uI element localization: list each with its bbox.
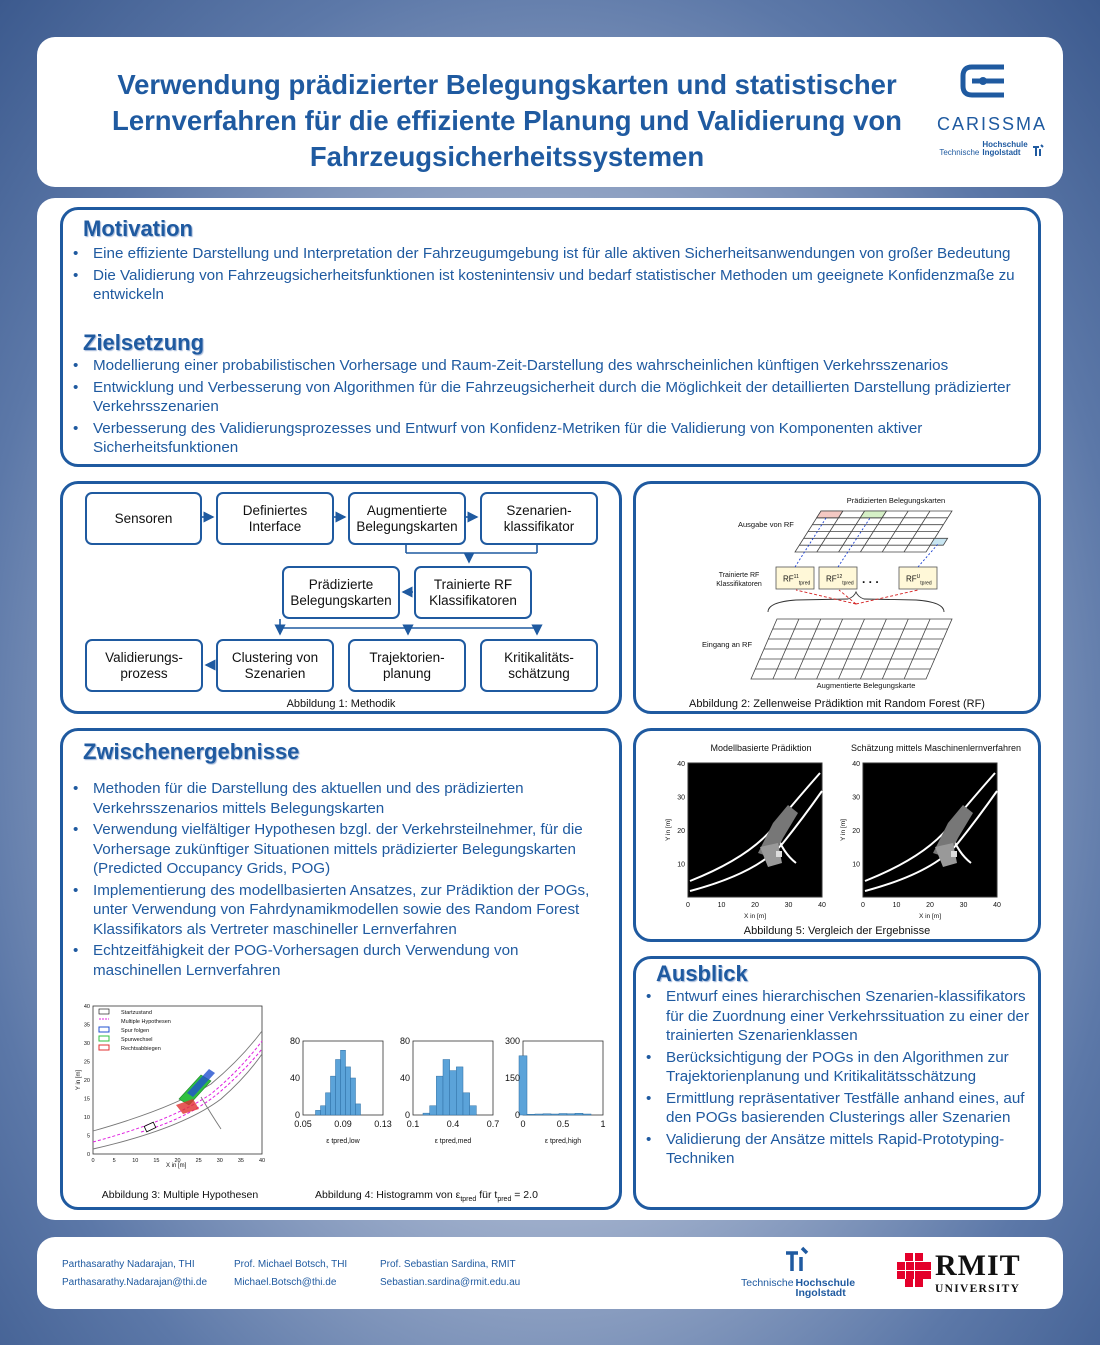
plot-background — [688, 763, 822, 897]
x-tick-label: 0 — [520, 1119, 526, 1129]
x-tick-label: 0.7 — [486, 1119, 500, 1129]
histogram-bar — [443, 1060, 450, 1116]
histogram-bar — [456, 1067, 463, 1115]
y-tick-label: 150 — [504, 1073, 520, 1083]
list-item: • Verbesserung des Validierungsprozesses und Entwurf von Konfidenz-Metriken für die Validierung von Komponenten aktiver Sicherheitsfunktionen — [67, 419, 1027, 458]
x-axis-label: X in [m] — [918, 913, 942, 920]
x-tick-label: 10 — [892, 902, 901, 909]
y-tick-label: 10 — [852, 861, 860, 869]
box-trajektorie: Trajektorien-planung — [348, 639, 466, 692]
header-card — [37, 37, 1063, 187]
figure4-histograms — [278, 1027, 608, 1177]
figure2-diagram — [636, 484, 1038, 694]
y-tick-label: 5 — [86, 1133, 90, 1140]
y-tick-label: 0 — [514, 1110, 520, 1120]
occupancy-plot-2 — [840, 761, 1001, 920]
x-tick-label: 0.5 — [556, 1119, 570, 1129]
figure1-caption: Abbildung 1: Methodik — [286, 698, 396, 710]
x-tick-label: 0 — [686, 902, 690, 909]
x-axis-label: ε tpred,low — [326, 1138, 360, 1145]
rmit-logo: RMIT UNIVERSITY — [897, 1249, 1037, 1301]
list-item: • Entwurf eines hierarchischen Szenarien-klassifikators für die Zuordnung einer Verkehrssituation zu einer der trainierten Szenarienklassen — [640, 987, 1040, 1046]
histogram-bar — [346, 1067, 351, 1115]
email-link[interactable]: Parthasarathy.Nadarajan@thi.de — [62, 1277, 208, 1288]
histogram-bar — [551, 1114, 559, 1115]
x-tick-label: 20 — [174, 1158, 181, 1164]
histogram-bar — [519, 1056, 527, 1115]
email-link[interactable]: Michael.Botsch@thi.de — [234, 1277, 337, 1288]
thi-logo-icon — [782, 1245, 812, 1273]
list-item: • Ermittlung repräsentativer Testfälle anhand eines, auf den POGs basierenden Clusterings aller Szenarien — [640, 1089, 1040, 1128]
rf-label-1: $RF^{11}_{tpred}$ — [783, 574, 811, 587]
zwischen-panel: Zwischenergebnisse • Methoden für die Darstellung des aktuellen und des prädizierten Verkehrsszenarios mittels Belegungskarten • Verwendung vielfältiger Hypothesen bzgl. der Verkehrsteilnehmer, für die Vorhersage zukünftiger Situationen mittels prädizierter Belegungskarten (Predicted Occupancy Grids, POG) • Implementierung des modellbasierten Ansatzes, zur Prädiktion der POGs, unter Verwendung von Fahrdynamikmodellen sowie des Random Forest Klassifikators als Vertreter maschineller Lernverfahren • Echtzeitfähigkeit der POG-Vorhersagen durch Verwendung von maschinellen Lernverfahren 0 5 10 15 20 25 30 35 40 0 5 10 15 20 25 30 35 40 Startzustand Multiple Hypothesen Spur folgen Spurwechsel Rechtsabbiegen X in [m] Y in [m] Abbildung 3: Multiple Hypothesen 0.05 0.09 0.13 0 40 80 ε tpred,low 0.1 0.4 0.7 0 40 80 ε tpred,med 0 0.5 1 0 150 300 ε tpred,high Abbildung 4: Histogramm von $\varepsilon_{tpred}$ für $t_{pred} = 2.0$ — [60, 728, 622, 1210]
box-kritikalitaet: Kritikalitäts-schätzung — [480, 639, 598, 692]
x-tick-label: 30 — [216, 1158, 223, 1164]
y-axis-label: Y in [m] — [665, 819, 672, 841]
histogram-bar — [450, 1071, 457, 1115]
figure4-caption: Abbildung 4: Histogramm von $\varepsilon_{tpred}$ für $t_{pred} = 2.0$ — [315, 1189, 538, 1204]
plot-background — [863, 763, 997, 897]
y-axis-label: Y in [m] — [840, 819, 847, 841]
y-tick-label: 0 — [404, 1110, 410, 1120]
ausblick-list — [640, 987, 1040, 1171]
carissma-logo-icon — [932, 61, 1052, 111]
y-tick-label: 30 — [852, 794, 860, 802]
figure5-plots — [636, 751, 1038, 929]
histogram-bar — [341, 1050, 346, 1115]
x-tick-label: 40 — [258, 1158, 266, 1164]
output-cell-blue — [930, 538, 947, 545]
histogram-bar — [575, 1113, 583, 1115]
y-tick-label: 80 — [289, 1036, 300, 1046]
list-item: • Validierung der Ansätze mittels Rapid-Prototyping-Techniken — [640, 1130, 1040, 1169]
occupancy-plot-1 — [665, 761, 826, 920]
histogram-bar — [436, 1076, 443, 1115]
zwischen-title: Zwischenergebnisse — [83, 739, 300, 764]
y-tick-label: 20 — [677, 828, 685, 835]
x-tick-label: 30 — [784, 902, 793, 909]
histogram-bar — [543, 1114, 551, 1115]
histogram-bar — [559, 1114, 567, 1115]
x-tick-label: 0.1 — [406, 1119, 420, 1129]
x-tick-label: 15 — [153, 1158, 160, 1164]
figure3-yticks — [84, 1004, 90, 1158]
x-tick-label: 0.4 — [446, 1119, 460, 1129]
histogram-bar — [567, 1114, 575, 1115]
x-axis-label: ε tpred,high — [544, 1138, 582, 1145]
rf-label-3: $RF^U_{tpred}$ — [906, 574, 932, 587]
box-trainierte: Trainierte RF Klassifikatoren — [414, 566, 532, 619]
input-grid — [751, 619, 952, 679]
histogram-bar — [321, 1106, 326, 1115]
y-tick-label: 20 — [83, 1078, 90, 1084]
y-tick-label: 30 — [83, 1041, 90, 1047]
x-tick-label: 20 — [751, 902, 759, 909]
y-tick-label: 10 — [83, 1115, 90, 1121]
list-item: • Die Validierung von Fahrzeugsicherheitsfunktionen ist kostenintensiv und bedarf statistischer Methoden um geeignete Konfidenzmaße zu entwickeln — [67, 266, 1027, 305]
plot-frame — [523, 1041, 603, 1115]
rmit-pixel-icon — [897, 1253, 931, 1287]
motivation-title: Motivation — [83, 216, 193, 241]
output-cell-green — [860, 511, 886, 518]
y-tick-label: 35 — [83, 1022, 90, 1029]
x-tick-label: 0.09 — [334, 1119, 352, 1129]
zielsetzung-list — [67, 356, 1027, 460]
y-tick-label: 25 — [83, 1059, 90, 1066]
output-cell-red — [817, 511, 843, 518]
carissma-logo: CARISSMA Technische Hochschule Ingolstadt — [932, 61, 1052, 161]
x-tick-label: 0.05 — [294, 1119, 312, 1129]
y-tick-label: 0 — [294, 1110, 300, 1120]
histogram-2 — [400, 1036, 499, 1145]
methodik-panel — [60, 481, 622, 714]
x-tick-label: 0 — [861, 902, 865, 909]
occupancy-peak — [951, 851, 957, 857]
histogram-bar — [331, 1076, 336, 1115]
histogram-bar — [316, 1110, 321, 1115]
histogram-bar — [535, 1114, 543, 1115]
list-item: • Eine effiziente Darstellung und Interpretation der Fahrzeugumgebung ist für alle aktiven Sicherheitsanwendungen von großer Bedeutung — [67, 244, 1027, 264]
figure3-caption: Abbildung 3: Multiple Hypothesen — [101, 1189, 259, 1201]
figure2-panel: Prädizierten Belegungskarten Ausgabe von RF Trainierte RF Klassifikatoren Eingang an RF Augmentierte Belegungskarte $RF^{11}_{tpred}$ $RF^{12}_{tpred}$ $RF^U_{tpred}$ . . . Abbildung 2: Zellenweise Prädiktion mit Random Forest (RF) — [633, 481, 1041, 714]
x-axis-label: ε tpred,med — [434, 1138, 472, 1145]
histogram-bar — [430, 1106, 437, 1115]
histogram-bar — [423, 1113, 430, 1115]
figure5-caption: Abbildung 5: Vergleich der Ergebnisse — [743, 925, 931, 937]
rf-label-2: $RF^{12}_{tpred}$ — [826, 574, 854, 587]
ausblick-panel — [633, 956, 1041, 1210]
thi-small-logo: Technische Hochschule Ingolstadt — [932, 141, 1052, 157]
footer-card: Parthasarathy Nadarajan, THI Parthasarathy.Nadarajan@thi.de Prof. Michael Botsch, THI Michael.Botsch@thi.de Prof. Sebastian Sardina, RMIT Sebastian.sardina@rmit.edu.au Technische Hochschule Ingolstadt RMIT UNIVERSITY — [37, 1237, 1063, 1309]
x-tick-label: 40 — [818, 902, 826, 909]
figure3-plot — [81, 999, 271, 1179]
x-tick-label: 10 — [132, 1158, 139, 1164]
y-tick-label: 40 — [677, 761, 685, 768]
x-tick-label: 25 — [195, 1158, 202, 1164]
ausblick-title: Ausblick — [656, 961, 748, 986]
list-item: • Implementierung des modellbasierten Ansatzes, zur Prädiktion der POGs, unter Verwendung von Fahrdynamikmodellen sowie des Random Forest Klassifikators als Vertreter maschineller Lernverfahren — [67, 881, 607, 940]
motivation-list — [67, 244, 1027, 307]
thi-icon — [1031, 143, 1045, 157]
input-brace — [768, 592, 944, 612]
y-tick-label: 0 — [86, 1152, 90, 1158]
histogram-bar — [356, 1104, 361, 1115]
histogram-bar — [583, 1114, 591, 1115]
list-item: • Echtzeitfähigkeit der POG-Vorhersagen durch Verwendung von maschinellen Lernverfahren — [67, 941, 607, 980]
x-tick-label: 35 — [237, 1158, 244, 1164]
x-tick-label: 5 — [112, 1158, 116, 1164]
histogram-bar — [463, 1093, 470, 1115]
box-praedizierte: Prädizierte Belegungskarten — [282, 566, 400, 619]
x-tick-label: 1 — [600, 1119, 606, 1129]
box-clustering: Clustering von Szenarien — [216, 639, 334, 692]
x-axis-label: X in [m] — [743, 913, 767, 920]
x-tick-label: 40 — [993, 902, 1001, 909]
list-item: • Methoden für die Darstellung des aktuellen und des prädizierten Verkehrsszenarios mittels Belegungskarten — [67, 779, 607, 818]
thi-logo: Technische Hochschule Ingolstadt — [737, 1245, 867, 1303]
zwischen-list — [67, 779, 607, 982]
zielsetzung-title: Zielsetzung — [83, 330, 205, 355]
figure2-caption: Abbildung 2: Zellenweise Prädiktion mit Random Forest (RF) — [689, 698, 985, 710]
occupancy-peak — [776, 851, 782, 857]
box-klassifikator: Szenarien-klassifikator — [480, 492, 598, 545]
box-sensoren: Sensoren — [85, 492, 202, 545]
histogram-bar — [470, 1106, 477, 1115]
x-tick-label: 0.13 — [374, 1119, 392, 1129]
email-link[interactable]: Sebastian.sardina@rmit.edu.au — [380, 1277, 521, 1288]
histogram-3 — [505, 1036, 606, 1145]
x-tick-label: 20 — [926, 902, 934, 909]
y-tick-label: 40 — [289, 1073, 300, 1083]
x-tick-label: 30 — [959, 902, 968, 909]
y-tick-label: 40 — [399, 1073, 410, 1083]
box-interface: Definiertes Interface — [216, 492, 334, 545]
y-tick-label: 80 — [399, 1036, 410, 1046]
y-tick-label: 40 — [83, 1004, 90, 1010]
box-validierung: Validierungs-prozess — [85, 639, 203, 692]
figure5-panel: Modellbasierte Prädiktion Schätzung mittels Maschinenlernverfahren 0 10 20 30 40 10 20 30 40 X in [m] Y in [m] 0 10 20 30 40 10 20 30 40 X in [m] Y in [m] Abbildung 5: Vergleich der Ergebnisse — [633, 728, 1041, 942]
histogram-1 — [290, 1036, 392, 1145]
figure3-legend-labels: Startzustand Multiple Hypothesen Spur folgen Spurwechsel Rechtsabbiegen — [121, 1010, 171, 1052]
histogram-bar — [351, 1078, 356, 1115]
y-tick-label: 20 — [852, 828, 860, 835]
y-tick-label: 10 — [677, 861, 685, 869]
y-tick-label: 30 — [677, 794, 685, 802]
x-tick-label: 0 — [91, 1158, 95, 1164]
list-item: • Berücksichtigung der POGs in den Algorithmen zur Trajektorienplanung und Kritikalitätsschätzung — [640, 1048, 1040, 1087]
motivation-panel — [60, 207, 1041, 467]
x-tick-label: 10 — [717, 902, 726, 909]
list-item: • Modellierung einer probabilistischen Vorhersage und Raum-Zeit-Darstellung des wahrscheinlichen künftigen Verkehrsszenarios — [67, 356, 1027, 376]
y-tick-label: 15 — [83, 1096, 90, 1103]
list-item: • Verwendung vielfältiger Hypothesen bzgl. der Verkehrsteilnehmer, für die Vorhersage zukünftiger Situationen mittels prädizierter Belegungskarten (Predicted Occupancy Grids, POG) — [67, 820, 607, 879]
list-item: • Entwicklung und Verbesserung von Algorithmen für die Fahrzeugsicherheit durch die Möglichkeit der detaillierten Darstellung prädizierter Verkehrsszenarien — [67, 378, 1027, 417]
y-tick-label: 300 — [504, 1036, 520, 1046]
box-augmentierte: Augmentierte Belegungskarten — [348, 492, 466, 545]
y-tick-label: 40 — [852, 761, 860, 768]
histogram-bar — [527, 1114, 535, 1115]
poster-title: Verwendung prädizierter Belegungskarten und statistischer Lernverfahren für die effiziente Planung und Validierung von Fahrzeugsicherheitssystemen — [112, 69, 902, 172]
histogram-bar — [336, 1060, 341, 1116]
histogram-bar — [326, 1093, 331, 1115]
